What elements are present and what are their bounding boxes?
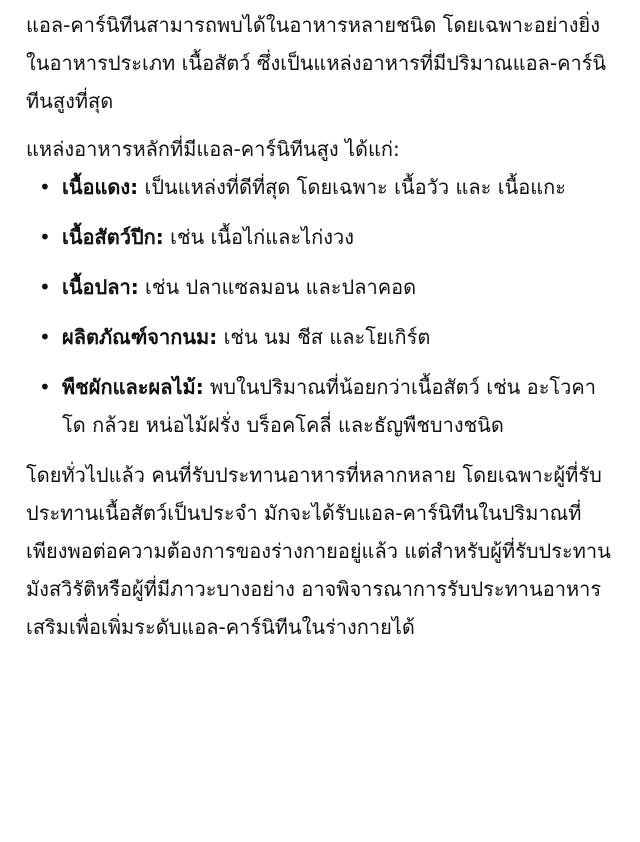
list-item-text: เช่น ปลาแซลมอน และปลาคอด xyxy=(138,275,417,299)
list-item-term: เนื้อปลา: xyxy=(62,275,139,299)
list-item-term: ผลิตภัณฑ์จากนม: xyxy=(62,325,218,349)
list-item-term: พืชผักและผลไม้: xyxy=(62,375,204,399)
bullet-icon: • xyxy=(39,325,51,349)
bullet-icon: • xyxy=(39,225,51,249)
intro-paragraph: แอล-คาร์นิทีนสามารถพบได้ในอาหารหลายชนิด โดยเฉพาะอย่างยิ่งในอาหารประเภท เนื้อสัตว์ ซึ่งเป็นแหล่งอาหารที่มีปริมาณแอล-คาร์นิทีนสูงที่สุด xyxy=(26,13,607,113)
list-item-text: เช่น เนื้อไก่และไก่งวง xyxy=(163,225,355,249)
bullet-icon: • xyxy=(39,275,51,299)
list-item-plants xyxy=(26,368,618,444)
list-heading: แหล่งอาหารหลักที่มีแอล-คาร์นิทีนสูง ได้แก่: xyxy=(26,137,400,161)
list-item-text: เป็นแหล่งที่ดีที่สุด โดยเฉพาะ เนื้อวัว และ เนื้อแกะ xyxy=(138,175,567,199)
food-source-list xyxy=(26,168,618,444)
list-item-poultry xyxy=(26,218,618,256)
list-item-text: พบในปริมาณที่น้อยกว่าเนื้อสัตว์ เช่น อะโวคาโด กล้วย หน่อไม้ฝรั่ง บร็อคโคลี่ และธัญพืชบางชนิด xyxy=(62,375,597,437)
list-item-term: เนื้อแดง: xyxy=(62,175,139,199)
list-item-text: เช่น นม ชีส และโยเกิร์ต xyxy=(217,325,431,349)
bullet-icon: • xyxy=(39,375,51,399)
list-item-dairy xyxy=(26,318,618,356)
bullet-icon: • xyxy=(39,175,51,199)
list-item-term: เนื้อสัตว์ปีก: xyxy=(62,225,164,249)
list-item-fish xyxy=(26,268,618,306)
conclusion-paragraph: โดยทั่วไปแล้ว คนที่รับประทานอาหารที่หลากหลาย โดยเฉพาะผู้ที่รับประทานเนื้อสัตว์เป็นประจำ มักจะได้รับแอล-คาร์นิทีนในปริมาณที่เพียงพอต่อความต้องการของร่างกายอยู่แล้ว แต่สำหรับผู้ที่รับประทานมังสวิรัติหรือผู้ที่มีภาวะบางอย่าง อาจพิจารณาการรับประทานอาหารเสริมเพื่อเพิ่มระดับแอล-คาร์นิทีนในร่างกายได้ xyxy=(26,463,611,639)
list-item-red-meat xyxy=(26,168,618,206)
